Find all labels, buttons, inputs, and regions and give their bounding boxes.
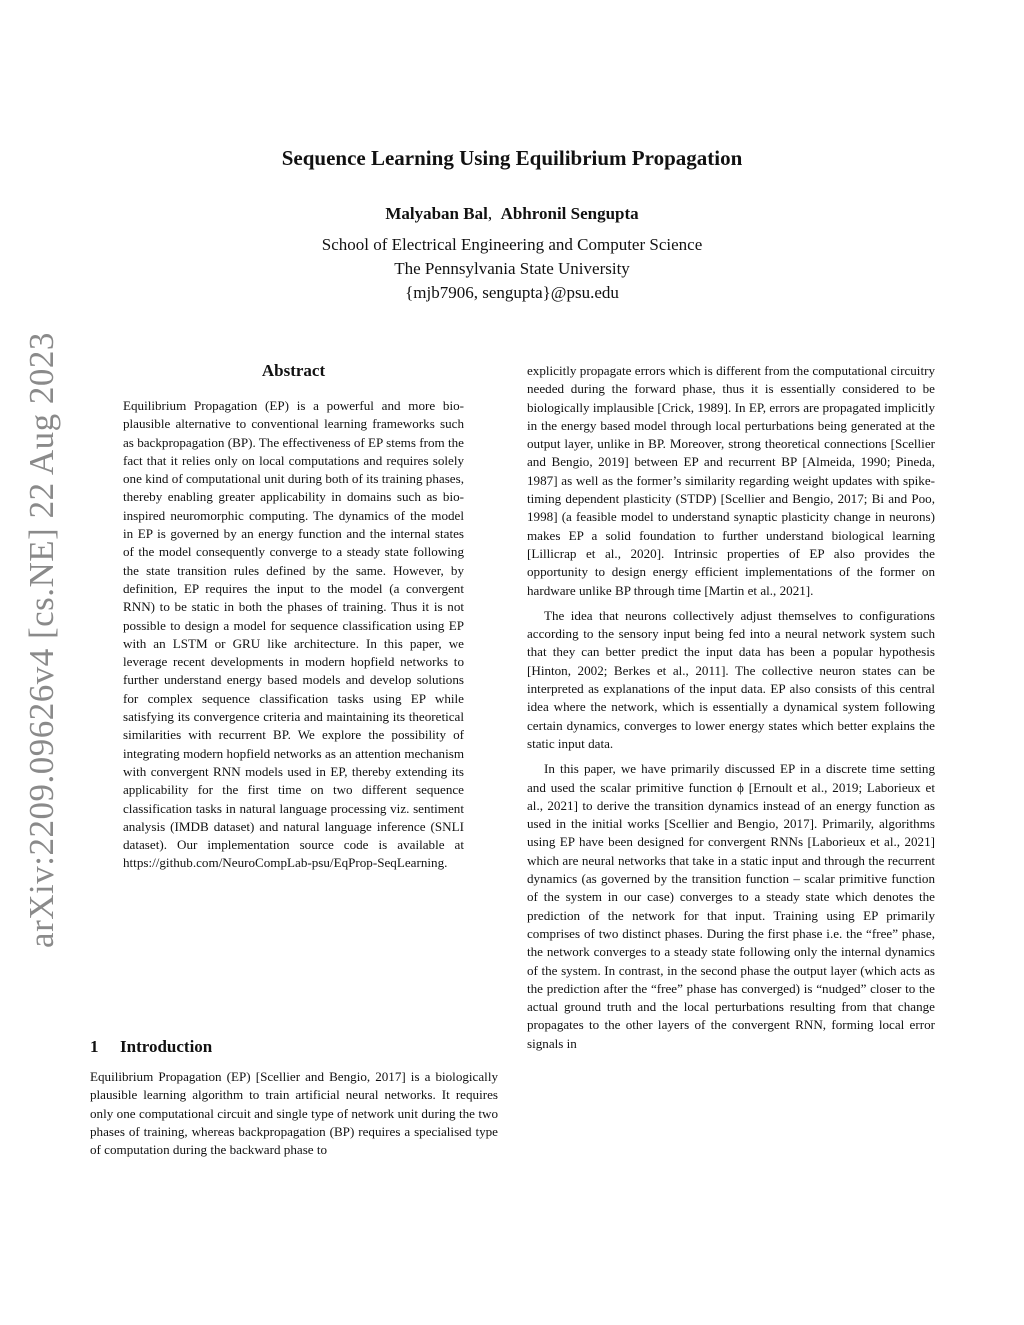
arxiv-identifier-stamp[interactable]: arXiv:2209.09626v4 [cs.NE] 22 Aug 2023 bbox=[22, 332, 61, 948]
section-heading-introduction bbox=[90, 1037, 498, 1057]
abstract-text: Equilibrium Propagation (EP) is a powerful and more bio-plausible alternative to conventional learning frameworks such as backpropagation (BP). The effectiveness of EP stems from the fact that it relies only on local computations and requires solely one kind of computational unit during both of its training phases, thereby enabling greater applicability in domains such as bio-inspired neuromorphic computing. The dynamics of the model in EP is governed by an energy function and the internal states of the model consequently converge to a steady state following the state transition rules defined by the same. However, by definition, EP requires the input to the model (a convergent RNN) to be static in both the phases of training. Thus it is not possible to design a model for sequence classification using EP with an LSTM or GRU like architecture. In this paper, we leverage recent developments in modern hopfield networks to further understand energy based models and develop solutions for complex sequence classification tasks using EP while satisfying its convergence criteria and maintaining its theoretical similarities with recurrent BP. We explore the possibility of integrating modern hopfield networks as an attention mechanism with convergent RNN models used in EP, thereby extending its applicability for the first time on two different sequence classification tasks in natural language processing viz. sentiment analysis (IMDB dataset) and natural language inference (SNLI dataset). Our implementation source code is available at https://github.com/NeuroCompLab-psu/EqProp-SeqLearning. bbox=[123, 398, 464, 871]
affiliation-university: The Pennsylvania State University bbox=[394, 259, 630, 278]
author-name: Abhronil Sengupta bbox=[500, 204, 639, 223]
author-email[interactable]: {mjb7906, sengupta}@psu.edu bbox=[405, 283, 619, 302]
introduction-paragraph: Equilibrium Propagation (EP) [Scellier and Bengio, 2017] is a biologically plausible learning algorithm to train artificial neural networks. It requires only one computational circuit and single type of network unit during the two phases of training, whereas backpropagation (BP) requires a specialised type of computation during the backward phase to bbox=[90, 1069, 498, 1158]
right-column-body bbox=[527, 362, 935, 1060]
body-paragraph: In this paper, we have primarily discussed EP in a discrete time setting and used the scalar primitive function ϕ [Ernoult et al., 2019; Laborieux et al., 2021] to derive the transition dynamics instead of an energy function as used in the initial works [Scellier and Bengio, 2017]. Primarily, algorithms using EP have been designed for convergent RNNs [Laborieux et al., 2021] which are neural networks that take in a static input and through the recurrent dynamics (as governed by the transition function – scalar primitive function of the system in our case) converges to a steady state which denotes the prediction of the network for that input. Training using EP primarily comprises of two distinct phases. During the first phase i.e. the “free” phase, the network converges to a steady state following only the internal dynamics of the system. In contrast, in the second phase the output layer (which acts as the prediction after the “free” phase has converged) is “nudged” closer to the actual ground truth and the local perturbations resulting from that change propagates to the other layers of the convergent RNN, forming local error signals in bbox=[527, 761, 935, 1051]
paper-title: Sequence Learning Using Equilibrium Propagation bbox=[281, 146, 743, 170]
author-list bbox=[0, 204, 1024, 224]
affiliation-block bbox=[0, 233, 1024, 305]
author-separator: , bbox=[487, 204, 493, 223]
body-paragraph: The idea that neurons collectively adjust themselves to configurations according to the sensory input being fed into a neural network system such that they can better predict the input data has been a popular hypothesis [Hinton, 2002; Berkes et al., 2011]. The collective neuron states can be interpreted as explanations of the input data. EP also consists of this central idea where the network, which is essentially a dynamical system following certain dynamics, converges to lower energy states which better explains the static input data. bbox=[527, 607, 935, 751]
author-name: Malyaban Bal bbox=[385, 204, 488, 223]
section-number: 1 bbox=[90, 1037, 99, 1056]
affiliation-school: School of Electrical Engineering and Computer Science bbox=[321, 235, 703, 254]
body-paragraph: explicitly propagate errors which is different from the computational circuitry needed during the forward phase, thus it is essentially considered to be biologically implausible [Crick, 1989]. In EP, errors are propagated implicitly in the energy based model through local perturbations being generated at the output layer, unlike in BP. Moreover, strong theoretical connections [Scellier and Bengio, 2019] between EP and recurrent BP [Almeida, 1990; Pineda, 1987] as well as the former’s similarity regarding weight updates with spike-timing dependent plasticity (STDP) [Scellier and Bengio, 2017; Bi and Poo, 1998] (a feasible model to understand synaptic plasticity change in neurons) makes EP a solid foundation to further understand biological learning [Lillicrap et al., 2020]. Intrinsic properties of EP also provides the opportunity to design energy efficient implementations of the former on hardware unlike BP through time [Martin et al., 2021]. bbox=[527, 363, 935, 598]
section-title: Introduction bbox=[120, 1037, 213, 1056]
abstract-heading: Abstract bbox=[261, 361, 326, 380]
